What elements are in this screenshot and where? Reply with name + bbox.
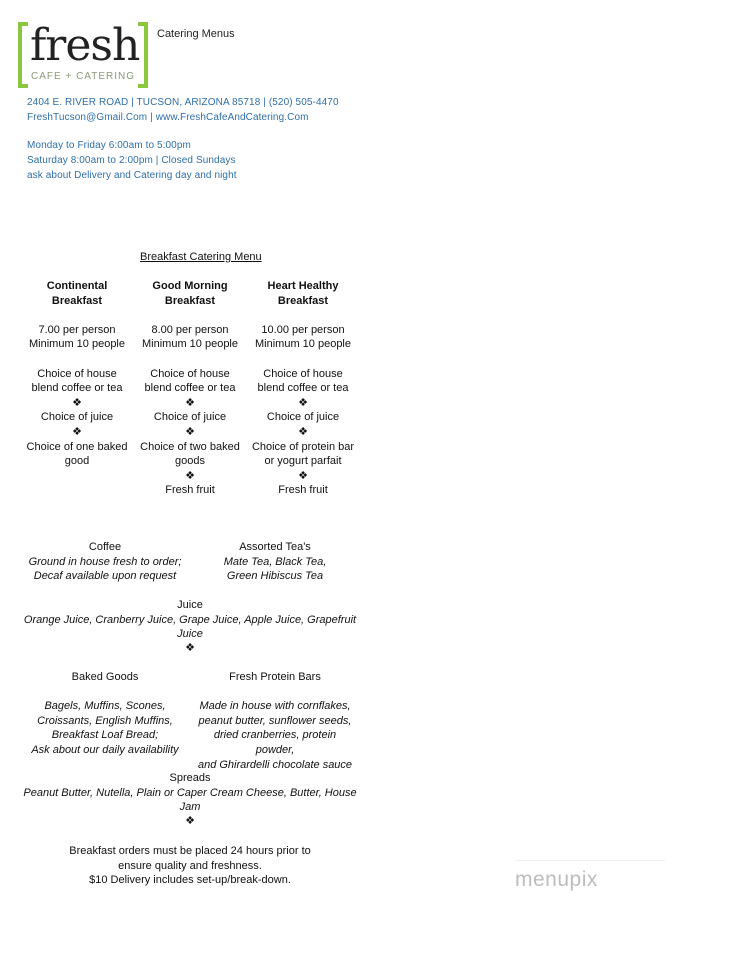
column-coffee: blend coffee or tea (31, 382, 123, 395)
column-minimum: Minimum 10 people (255, 338, 351, 351)
menu-title: Breakfast Catering Menu (140, 251, 262, 263)
coffee-title: Coffee (88, 541, 122, 553)
baked-line: Bagels, Muffins, Scones, (44, 700, 166, 713)
spreads-block (20, 771, 360, 815)
baked-line: Breakfast Loaf Bread; (51, 729, 159, 742)
coffee-line: Decaf available upon request (33, 570, 177, 583)
baked-goods-block (25, 670, 185, 758)
order-note-line: $10 Delivery includes set-up/break-down. (89, 874, 291, 887)
protein-line: peanut butter, sunflower seeds, (198, 714, 352, 727)
column-title: Good Morning (152, 280, 228, 292)
column-item: or yogurt parfait (264, 455, 342, 468)
baked-title: Baked Goods (71, 671, 139, 683)
column-coffee: Choice of house (37, 367, 117, 380)
juice-block (20, 598, 360, 642)
menu-column-continental (22, 279, 132, 469)
diamond-divider: ❖ (298, 396, 308, 409)
diamond-divider: ❖ (185, 469, 195, 482)
order-note-line: ensure quality and freshness. (118, 859, 262, 872)
hours-weekday: Monday to Friday 6:00am to 5:00pm (27, 140, 191, 151)
coffee-line: Ground in house fresh to order; (28, 555, 182, 568)
column-juice: Choice of juice (40, 411, 114, 424)
diamond-divider: ❖ (185, 425, 195, 438)
diamond-divider: ❖ (72, 425, 82, 438)
tea-title: Assorted Tea's (239, 541, 311, 553)
column-coffee: blend coffee or tea (144, 382, 236, 395)
menu-column-heart-healthy (248, 279, 358, 498)
order-note-line: Breakfast orders must be placed 24 hours prior to (69, 845, 311, 857)
protein-line: dried cranberries, protein powder, (213, 729, 337, 756)
juice-line: Orange Juice, Cranberry Juice, Grape Juice, Apple Juice, Grapefruit Juice (23, 613, 357, 641)
spreads-title: Spreads (169, 772, 211, 784)
column-item: goods (175, 455, 205, 468)
protein-bars-block (195, 670, 355, 772)
column-price: 8.00 per person (151, 323, 229, 336)
column-juice: Choice of juice (266, 411, 340, 424)
diamond-divider: ❖ (185, 396, 195, 409)
spreads-line: Peanut Butter, Nutella, Plain or Caper Cream Cheese, Butter, House Jam (23, 786, 357, 814)
column-price: 10.00 per person (261, 323, 345, 336)
column-item: good (64, 455, 90, 468)
column-item: Choice of protein bar (251, 440, 355, 453)
column-title: Breakfast (164, 294, 216, 307)
column-title: Breakfast (51, 294, 103, 307)
logo-word: fresh (30, 20, 140, 71)
column-coffee: Choice of house (150, 367, 230, 380)
diamond-divider: ❖ (185, 642, 195, 654)
diamond-divider: ❖ (298, 425, 308, 438)
column-price: 7.00 per person (38, 323, 116, 336)
order-note (50, 844, 330, 888)
column-extra: Fresh fruit (278, 484, 328, 497)
delivery-note: ask about Delivery and Catering day and night (27, 170, 237, 181)
tea-line: Green Hibiscus Tea (226, 570, 324, 583)
column-coffee: blend coffee or tea (257, 382, 349, 395)
logo-left-bracket (18, 22, 28, 88)
hours-saturday: Saturday 8:00am to 2:00pm | Closed Sundays (27, 155, 236, 166)
logo (18, 22, 148, 90)
protein-line: Made in house with cornflakes, (199, 700, 351, 713)
diamond-divider: ❖ (185, 815, 195, 827)
tea-line: Mate Tea, Black Tea, (223, 555, 327, 568)
address-line: 2404 E. RIVER ROAD | TUCSON, ARIZONA 85718 | (520) 505-4470 (27, 97, 339, 108)
logo-subtitle: CAFE + CATERING (31, 71, 135, 82)
baked-line: Ask about our daily availability (31, 743, 179, 756)
diamond-divider: ❖ (72, 396, 82, 409)
column-minimum: Minimum 10 people (29, 338, 125, 351)
protein-line: and Ghirardelli chocolate sauce (197, 758, 353, 771)
tea-block (195, 540, 355, 584)
protein-title: Fresh Protein Bars (229, 671, 321, 683)
page-title: Catering Menus (157, 28, 235, 40)
web-line[interactable]: FreshTucson@Gmail.Com | www.FreshCafeAndCatering.Com (27, 112, 309, 123)
coffee-block (25, 540, 185, 584)
column-coffee: Choice of house (263, 367, 343, 380)
watermark: menupix (515, 868, 598, 891)
column-juice: Choice of juice (153, 411, 227, 424)
column-item: Choice of one baked (26, 440, 128, 453)
column-item: Choice of two baked (140, 440, 240, 453)
column-extra: Fresh fruit (165, 484, 215, 497)
column-title: Heart Healthy (267, 280, 339, 292)
menu-column-good-morning (135, 279, 245, 498)
baked-line: Croissants, English Muffins, (37, 714, 173, 727)
watermark-divider (515, 860, 665, 861)
diamond-divider: ❖ (298, 469, 308, 482)
logo-right-bracket (138, 22, 148, 88)
column-minimum: Minimum 10 people (142, 338, 238, 351)
juice-title: Juice (177, 599, 203, 611)
column-title: Breakfast (277, 294, 329, 307)
column-title: Continental (46, 280, 108, 292)
